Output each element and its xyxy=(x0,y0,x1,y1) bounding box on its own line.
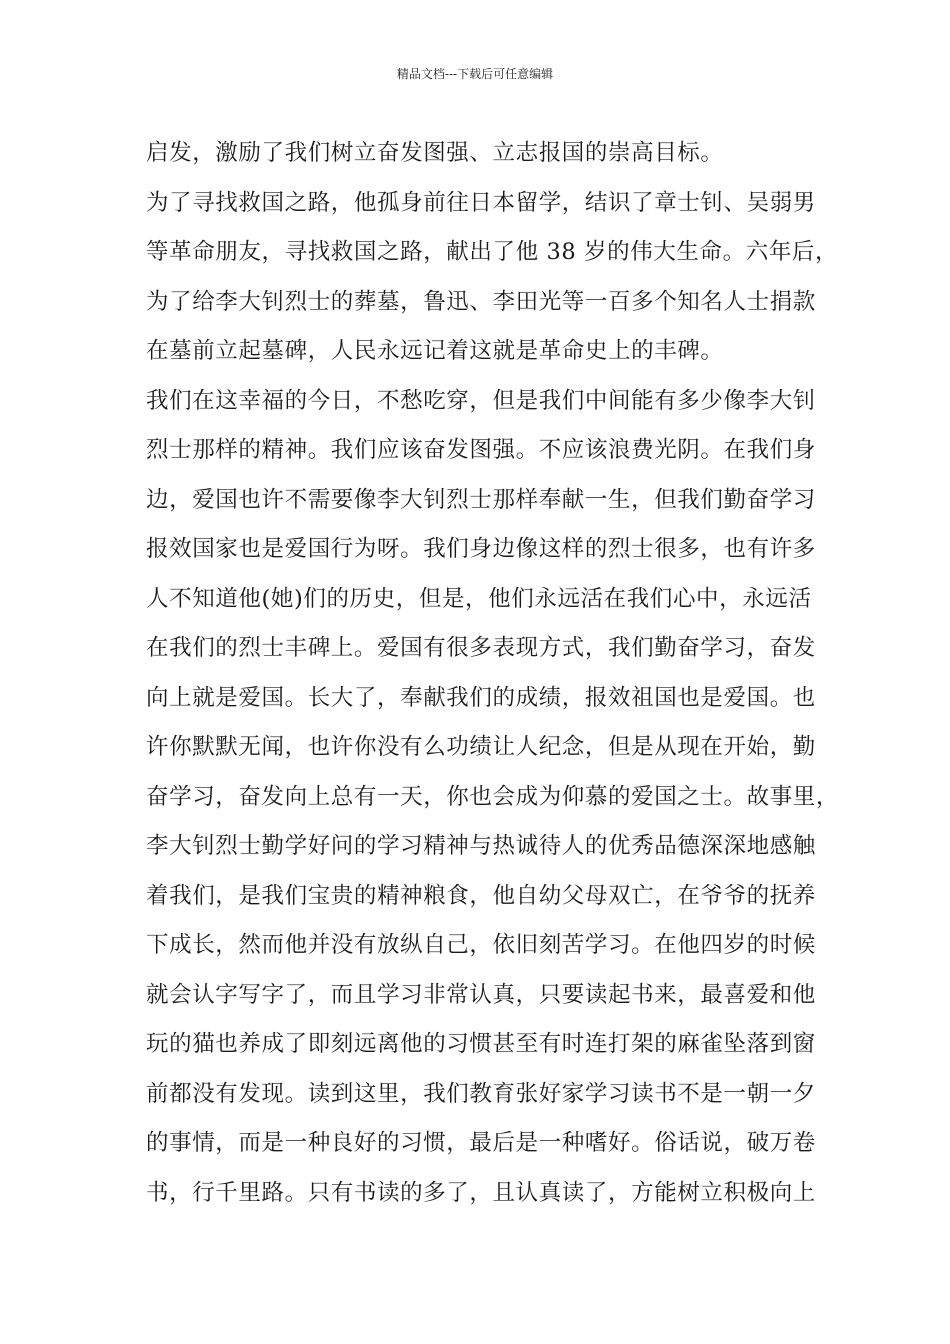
text-line: 报效国家也是爱国行为呀。我们身边像这样的烈士很多，也有许多 xyxy=(146,536,816,562)
page-header: 精品文档---下载后可任意编辑 xyxy=(396,67,554,81)
text-line: 下成长，然而他并没有放纵自己，依旧刻苦学习。在他四岁的时候 xyxy=(146,932,816,958)
text-line: 在墓前立起墓碑，人民永远记着这就是革命史上的丰碑。 xyxy=(146,338,724,364)
text-line: 我们在这幸福的今日，不愁吃穿，但是我们中间能有多少像李大钊 xyxy=(146,387,816,414)
text-line: 烈士那样的精神。我们应该奋发图强。不应该浪费光阴。在我们身 xyxy=(146,437,816,463)
text-line: 启发，激励了我们树立奋发图强、立志报国的崇高目标。 xyxy=(146,140,724,166)
text-line: 就会认字写字了，而且学习非常认真，只要读起书来，最喜爱和他 xyxy=(146,981,816,1008)
text-line: 的事情，而是一种良好的习惯，最后是一种嗜好。俗话说，破万卷 xyxy=(146,1130,816,1156)
text-line: 李大钊烈士勤学好问的学习精神与热诚待人的优秀品德深深地感触 xyxy=(146,833,816,859)
text-line: 在我们的烈士丰碑上。爱国有很多表现方式，我们勤奋学习，奋发 xyxy=(146,635,816,661)
text-line: 等革命朋友，寻找救国之路，献出了他 38 岁的伟大生命。六年后， xyxy=(146,239,839,265)
text-line: 为了给李大钊烈士的葬墓，鲁迅、李田光等一百多个知名人士捐款 xyxy=(146,288,816,315)
text-line: 边，爱国也许不需要像李大钊烈士那样奉献一生，但我们勤奋学习 xyxy=(146,486,816,513)
text-line: 前都没有发现。读到这里，我们教育张好家学习读书不是一朝一夕 xyxy=(146,1080,816,1107)
text-line: 人不知道他(她)们的历史，但是，他们永远活在我们心中，永远活 xyxy=(146,585,812,612)
text-line: 向上就是爱国。长大了，奉献我们的成绩，报效祖国也是爱国。也 xyxy=(146,684,816,711)
text-line: 为了寻找救国之路，他孤身前往日本留学，结识了章士钊、吴弱男 xyxy=(146,189,816,216)
text-line: 书，行千里路。只有书读的多了，且认真读了，方能树立积极向上 xyxy=(146,1179,816,1206)
document-body xyxy=(146,129,840,1218)
text-line: 着我们，是我们宝贵的精神粮食，他自幼父母双亡，在爷爷的抚养 xyxy=(146,882,816,909)
text-line: 玩的猫也养成了即刻远离他的习惯甚至有时连打架的麻雀坠落到窗 xyxy=(146,1031,816,1057)
text-line: 奋学习，奋发向上总有一天，你也会成为仰慕的爱国之士。故事里， xyxy=(146,783,840,810)
text-line: 许你默默无闻，也许你没有么功绩让人纪念，但是从现在开始，勤 xyxy=(146,734,816,760)
